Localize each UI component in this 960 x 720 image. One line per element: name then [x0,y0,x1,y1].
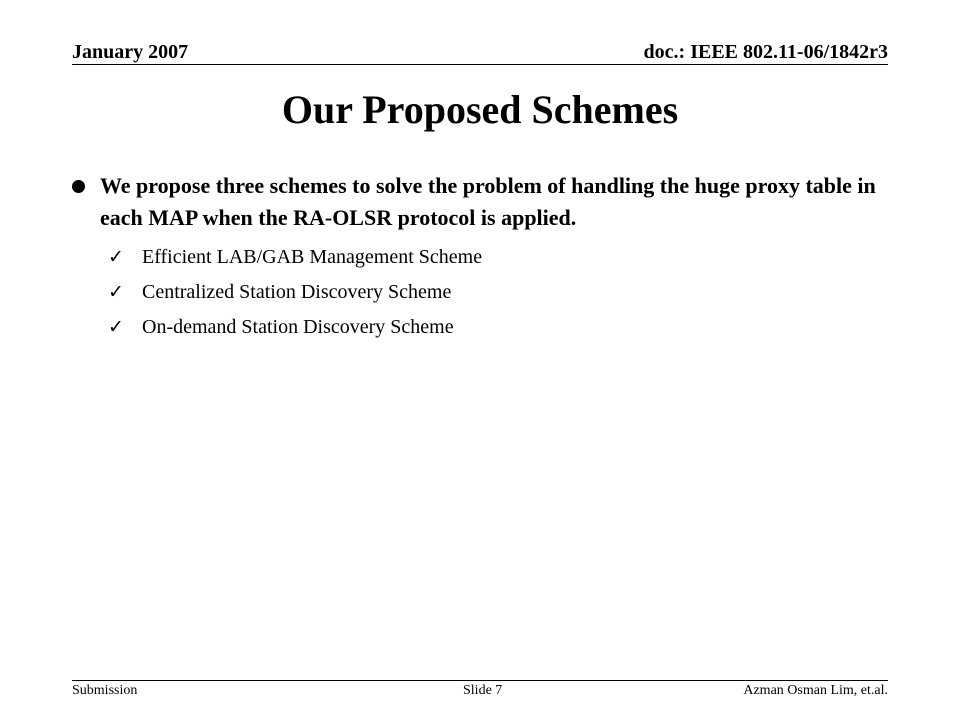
header-divider [72,64,888,65]
sub-bullet-item [72,310,888,345]
header-date: January 2007 [72,41,189,63]
slide-body [72,170,888,345]
checkmark-icon: ✓ [108,316,124,338]
checkmark-icon: ✓ [108,246,124,268]
main-bullet [72,170,888,234]
slide-title: Our Proposed Schemes [281,87,679,132]
main-bullet-text: We propose three schemes to solve the problem of handling the huge proxy table in each MAP when the RA-OLSR protocol is applied. [100,173,876,230]
bullet-dot-icon [72,180,85,193]
sub-bullet-item [72,275,888,310]
footer-slide-number: Slide 7 [463,683,503,698]
header-doc-id: doc.: IEEE 802.11-06/1842r3 [643,41,888,63]
footer-submission: Submission [72,683,138,698]
sub-bullet-item [72,240,888,275]
footer-divider [72,680,888,681]
sub-bullet-text: On-demand Station Discovery Scheme [142,316,454,338]
sub-bullet-list [72,240,888,345]
checkmark-icon: ✓ [108,281,124,303]
footer-author: Azman Osman Lim, et.al. [743,683,888,698]
sub-bullet-text: Efficient LAB/GAB Management Scheme [142,246,483,268]
sub-bullet-text: Centralized Station Discovery Scheme [142,281,452,303]
